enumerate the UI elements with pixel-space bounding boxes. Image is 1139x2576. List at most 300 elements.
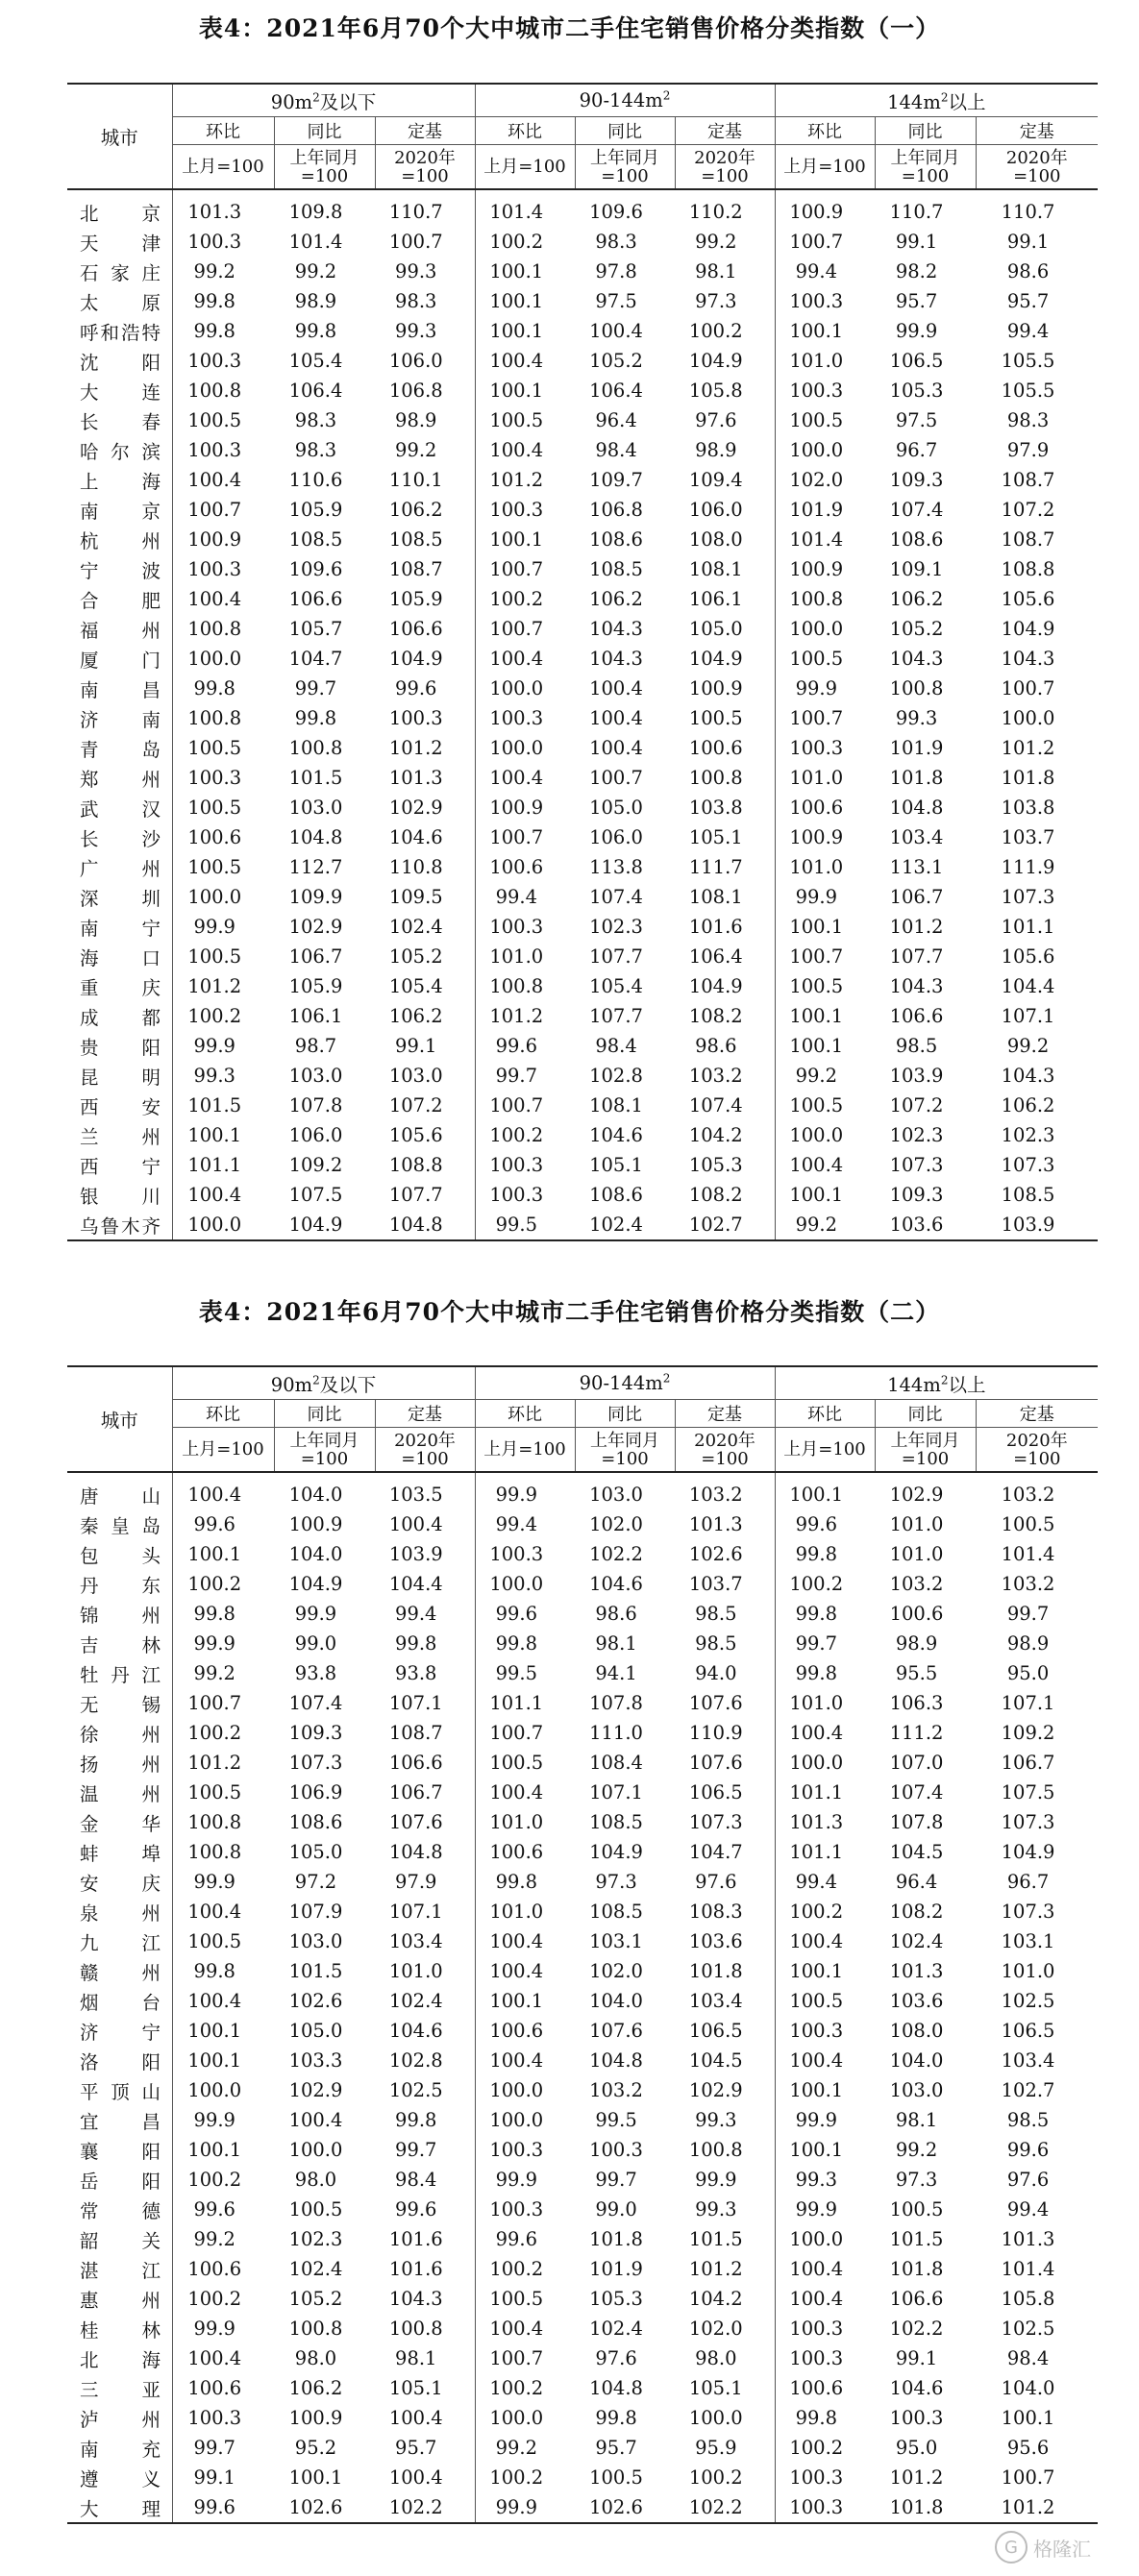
index-value-cell: 97.5 (595, 290, 637, 312)
city-name: 长春 (80, 410, 161, 433)
index-value-cell: 100.3 (775, 2016, 875, 2046)
table-row (67, 703, 1098, 733)
index-value-cell: 106.8 (388, 380, 443, 402)
index-value-cell: 100.4 (388, 1513, 443, 1535)
index-value-cell: 99.6 (475, 2224, 575, 2254)
index-value-cell: 104.6 (388, 826, 443, 848)
table-row (67, 942, 1098, 971)
city-name: 济宁 (80, 2021, 161, 2044)
index-value-cell: 102.9 (889, 1484, 944, 1506)
index-value-cell: 108.6 (589, 1184, 643, 1206)
index-value-cell: 101.8 (889, 2258, 944, 2280)
index-value-cell: 100.1 (288, 2466, 343, 2489)
table-row (67, 733, 1098, 763)
index-value-cell: 103.0 (388, 1065, 443, 1087)
index-value-cell: 108.4 (589, 1752, 643, 1774)
city-name-cell (67, 1180, 172, 1210)
index-value-cell: 99.9 (172, 2105, 274, 2135)
city-name-cell (67, 2016, 172, 2046)
index-value-cell: 99.0 (294, 1632, 337, 1655)
index-value-cell: 100.5 (589, 2466, 643, 2489)
base-period-line: 上月=100 (182, 157, 264, 177)
index-value-cell: 107.1 (1001, 1005, 1055, 1027)
index-value-cell: 104.5 (889, 1841, 944, 1863)
index-value-cell: 100.9 (172, 525, 274, 554)
index-value-cell: 100.1 (775, 2135, 875, 2165)
index-value-cell: 103.6 (889, 1990, 944, 2012)
index-value-cell: 100.5 (172, 793, 274, 822)
index-value-cell: 102.2 (589, 1543, 643, 1565)
index-value-cell: 100.0 (475, 1569, 575, 1599)
table-row (67, 2195, 1098, 2224)
city-name-cell (67, 882, 172, 912)
group-label-suffix: 及以下 (319, 90, 377, 113)
index-value-cell: 100.2 (172, 2165, 274, 2195)
index-value-cell: 107.4 (889, 499, 944, 521)
index-value-cell: 99.9 (695, 2169, 737, 2191)
index-value-cell: 103.2 (589, 2079, 643, 2101)
city-name: 武汉 (80, 797, 161, 821)
index-value-cell: 100.7 (388, 231, 443, 253)
index-value-cell: 100.8 (172, 1807, 274, 1837)
index-value-cell: 107.3 (1001, 886, 1055, 908)
city-name: 南昌 (80, 678, 161, 701)
index-value-cell: 100.4 (589, 737, 643, 759)
index-value-cell: 103.8 (1001, 797, 1055, 819)
table-row (67, 2343, 1098, 2373)
index-value-cell: 99.6 (395, 677, 437, 699)
index-value-cell: 107.0 (889, 1752, 944, 1774)
index-value-cell: 110.9 (688, 1722, 743, 1744)
index-value-cell: 104.8 (288, 826, 343, 848)
index-value-cell: 100.4 (475, 1778, 575, 1807)
index-value-cell: 107.5 (1001, 1781, 1055, 1803)
index-value-cell: 104.3 (1001, 1065, 1055, 1087)
city-name: 合肥 (80, 589, 161, 612)
index-value-cell: 100.5 (172, 1778, 274, 1807)
index-value-cell: 113.8 (589, 856, 643, 878)
index-value-cell: 101.2 (889, 2466, 944, 2489)
index-value-cell: 100.3 (172, 763, 274, 793)
index-value-cell: 100.0 (775, 435, 875, 465)
city-name: 包头 (80, 1544, 161, 1567)
index-value-cell: 100.3 (172, 346, 274, 376)
index-value-cell: 99.2 (294, 260, 337, 282)
index-value-cell: 100.7 (475, 554, 575, 584)
index-value-cell: 97.9 (1006, 439, 1050, 461)
index-value-cell: 99.7 (395, 2139, 437, 2161)
index-value-cell: 102.4 (575, 1210, 675, 1240)
index-value-cell: 108.0 (688, 528, 743, 551)
index-value-cell: 99.6 (172, 2195, 274, 2224)
index-value-cell: 104.8 (589, 2377, 643, 2399)
index-value-cell: 105.6 (1001, 945, 1055, 968)
base-period-line: 上月=100 (783, 1439, 866, 1460)
city-name-cell (67, 1599, 172, 1629)
city-name: 泸州 (80, 2408, 161, 2431)
city-name-cell (67, 2492, 172, 2523)
group-label-suffix: 以上 (948, 90, 986, 113)
index-value-cell: 101.3 (1001, 2228, 1055, 2250)
index-value-cell: 98.9 (294, 290, 337, 312)
index-value-cell: 98.5 (895, 1035, 938, 1057)
city-name-cell (67, 1539, 172, 1569)
index-value-cell: 97.2 (294, 1871, 337, 1893)
base-period-header (976, 145, 1098, 190)
index-value-cell: 99.8 (172, 1956, 274, 1986)
index-value-cell: 100.8 (288, 737, 343, 759)
index-value-cell: 97.3 (695, 290, 737, 312)
index-value-cell: 100.4 (775, 1926, 875, 1956)
table-row (67, 2224, 1098, 2254)
index-value-cell: 101.3 (688, 1513, 743, 1535)
city-name: 杭州 (80, 529, 161, 552)
index-value-cell: 102.4 (288, 2258, 343, 2280)
index-value-cell: 107.4 (688, 1094, 743, 1116)
table-title: 表4：2021年6月70个大中城市二手住宅销售价格分类指数（一） (198, 14, 941, 42)
index-value-cell: 109.8 (288, 201, 343, 223)
base-period-line: 2020年 (1005, 1430, 1068, 1451)
index-value-cell: 99.4 (475, 882, 575, 912)
index-value-cell: 101.0 (889, 1513, 944, 1535)
index-value-cell: 102.6 (688, 1543, 743, 1565)
index-value-cell: 113.1 (889, 856, 944, 878)
city-name-cell (67, 1472, 172, 1509)
city-name-cell (67, 1867, 172, 1897)
index-value-cell: 100.1 (775, 1001, 875, 1031)
table-row (67, 2403, 1098, 2433)
index-value-cell: 108.7 (388, 558, 443, 580)
index-value-cell: 100.2 (775, 1569, 875, 1599)
index-value-cell: 102.7 (1001, 2079, 1055, 2101)
watermark-text: 格隆汇 (1033, 2537, 1091, 2561)
index-value-cell: 105.4 (589, 975, 643, 997)
city-name-cell (67, 1956, 172, 1986)
index-value-cell: 100.1 (172, 2046, 274, 2075)
index-value-cell: 108.2 (688, 1005, 743, 1027)
group-label-superscript: 2 (940, 90, 949, 104)
index-value-cell: 98.4 (595, 439, 637, 461)
index-value-cell: 101.6 (388, 2228, 443, 2250)
index-value-cell: 106.2 (388, 1005, 443, 1027)
index-value-cell: 101.2 (976, 2492, 1098, 2523)
city-name-cell (67, 2463, 172, 2492)
index-value-cell: 108.5 (589, 558, 643, 580)
index-value-cell: 104.0 (889, 2049, 944, 2072)
index-value-cell: 106.0 (388, 350, 443, 372)
index-value-cell: 103.7 (688, 1573, 743, 1595)
index-value-cell: 100.6 (475, 852, 575, 882)
city-name-cell (67, 1150, 172, 1180)
index-value-cell: 99.2 (475, 2433, 575, 2463)
index-value-cell: 98.3 (294, 439, 337, 461)
index-value-cell: 105.9 (288, 975, 343, 997)
index-value-cell: 95.7 (595, 2437, 637, 2459)
index-value-cell: 107.6 (388, 1811, 443, 1833)
index-value-cell: 98.5 (695, 1603, 737, 1625)
index-value-cell: 105.3 (688, 1154, 743, 1176)
table-row (67, 2254, 1098, 2284)
table-row (67, 1837, 1098, 1867)
index-value-cell: 107.2 (388, 1094, 443, 1116)
index-value-cell: 101.3 (775, 1807, 875, 1837)
city-name: 南充 (80, 2438, 161, 2461)
city-name: 襄阳 (80, 2140, 161, 2163)
table-row (67, 405, 1098, 435)
city-name: 唐山 (80, 1484, 161, 1508)
index-value-cell: 106.2 (388, 499, 443, 521)
index-value-cell: 100.5 (889, 2198, 944, 2220)
index-value-cell: 103.1 (589, 1930, 643, 1952)
index-value-cell: 106.6 (388, 1752, 443, 1774)
city-name-cell (67, 614, 172, 644)
index-value-cell: 100.2 (172, 1718, 274, 1748)
city-name-cell (67, 793, 172, 822)
base-period-header (775, 145, 875, 190)
city-name-cell (67, 316, 172, 346)
index-value-cell: 102.0 (589, 1513, 643, 1535)
index-value-cell: 112.7 (288, 856, 343, 878)
group-label-superscript: 2 (312, 90, 320, 104)
index-value-cell: 99.2 (775, 1061, 875, 1091)
base-period-line: =100 (701, 1448, 749, 1469)
index-value-cell: 100.6 (775, 793, 875, 822)
city-name-cell (67, 822, 172, 852)
index-value-cell: 100.3 (172, 227, 274, 257)
index-value-cell: 102.9 (388, 797, 443, 819)
index-value-cell: 105.0 (688, 618, 743, 640)
city-name: 济南 (80, 708, 161, 731)
index-value-cell: 101.8 (688, 1960, 743, 1982)
table-row (67, 2463, 1098, 2492)
index-value-cell: 100.5 (475, 1748, 575, 1778)
group-label-suffix: 及以下 (319, 1373, 377, 1396)
index-value-cell: 100.0 (288, 2139, 343, 2161)
city-name-cell (67, 584, 172, 614)
index-value-cell: 106.7 (288, 945, 343, 968)
city-name-cell (67, 1120, 172, 1150)
index-value-cell: 101.0 (1001, 1960, 1055, 1982)
index-value-cell: 100.1 (775, 1031, 875, 1061)
index-value-cell: 99.7 (1006, 1603, 1050, 1625)
index-value-cell: 106.0 (288, 1124, 343, 1146)
city-name: 北京 (80, 202, 161, 225)
index-value-cell: 100.9 (288, 1513, 343, 1535)
index-value-cell: 103.2 (688, 1484, 743, 1506)
index-value-cell: 100.0 (475, 2403, 575, 2433)
index-value-cell: 100.7 (589, 767, 643, 789)
index-type-header: 环比 (475, 1400, 575, 1428)
index-value-cell: 100.5 (775, 971, 875, 1001)
index-value-cell: 100.3 (475, 1539, 575, 1569)
index-value-cell: 103.2 (1001, 1484, 1055, 1506)
size-group-header (475, 84, 775, 117)
index-value-cell: 101.4 (475, 189, 575, 227)
index-value-cell: 98.9 (895, 1632, 938, 1655)
index-value-cell: 105.7 (288, 618, 343, 640)
index-value-cell: 101.4 (288, 231, 343, 253)
index-value-cell: 106.4 (288, 380, 343, 402)
group-label-superscript: 2 (312, 1373, 320, 1386)
base-period-line: 上年同月 (890, 1430, 960, 1451)
city-name: 洛阳 (80, 2050, 161, 2073)
index-value-cell: 99.4 (395, 1603, 437, 1625)
table-row (67, 1539, 1098, 1569)
index-value-cell: 100.8 (172, 703, 274, 733)
index-value-cell: 105.5 (1001, 380, 1055, 402)
index-value-cell: 98.9 (695, 439, 737, 461)
index-value-cell: 109.4 (688, 469, 743, 491)
city-name-cell (67, 2165, 172, 2195)
table-row (67, 1001, 1098, 1031)
city-name-cell (67, 227, 172, 257)
index-value-cell: 97.6 (1006, 2169, 1050, 2191)
city-name: 哈尔滨 (80, 440, 161, 463)
index-value-cell: 106.7 (1001, 1752, 1055, 1774)
index-value-cell: 97.6 (695, 409, 737, 431)
city-name: 安庆 (80, 1872, 161, 1895)
base-period-line: =100 (901, 1448, 950, 1469)
index-value-cell: 101.0 (775, 852, 875, 882)
city-name: 烟台 (80, 1991, 161, 2014)
base-period-header (675, 1428, 775, 1473)
index-value-cell: 103.2 (889, 1573, 944, 1595)
index-value-cell: 100.5 (172, 733, 274, 763)
city-name-cell (67, 1748, 172, 1778)
index-value-cell: 99.3 (775, 2165, 875, 2195)
index-value-cell: 104.3 (1001, 648, 1055, 670)
index-value-cell: 99.4 (475, 1509, 575, 1539)
index-value-cell: 97.6 (595, 2347, 637, 2369)
index-value-cell: 100.3 (589, 2139, 643, 2161)
base-period-header (274, 1428, 375, 1473)
city-name: 扬州 (80, 1753, 161, 1776)
index-value-cell: 108.6 (889, 528, 944, 551)
index-value-cell: 99.3 (695, 2109, 737, 2131)
table-row (67, 1180, 1098, 1210)
index-value-cell: 109.9 (288, 886, 343, 908)
size-group-header (775, 84, 1098, 117)
index-value-cell: 101.8 (889, 767, 944, 789)
city-name: 郑州 (80, 768, 161, 791)
city-name: 石家庄 (80, 261, 161, 284)
index-value-cell: 100.4 (475, 346, 575, 376)
index-value-cell: 100.4 (288, 2109, 343, 2131)
city-name: 大理 (80, 2497, 161, 2520)
index-value-cell: 100.7 (172, 495, 274, 525)
group-label-prefix: 144m (887, 1373, 941, 1396)
index-value-cell: 99.8 (395, 1632, 437, 1655)
index-value-cell: 104.9 (688, 350, 743, 372)
city-name-cell (67, 2284, 172, 2314)
index-value-cell: 104.3 (889, 975, 944, 997)
index-value-cell: 104.9 (688, 648, 743, 670)
index-value-cell: 104.6 (388, 2020, 443, 2042)
index-value-cell: 104.4 (1001, 975, 1055, 997)
index-value-cell: 109.5 (388, 886, 443, 908)
index-value-cell: 99.6 (172, 2492, 274, 2523)
index-type-header: 环比 (775, 117, 875, 145)
index-value-cell: 99.2 (1006, 1035, 1050, 1057)
city-name: 锦州 (80, 1604, 161, 1627)
index-value-cell: 100.2 (172, 2284, 274, 2314)
index-value-cell: 106.2 (589, 588, 643, 610)
city-name-cell (67, 852, 172, 882)
table-row (67, 584, 1098, 614)
base-period-header (976, 1428, 1098, 1473)
index-value-cell: 99.2 (895, 2139, 938, 2161)
index-type-header: 同比 (274, 117, 375, 145)
index-value-cell: 104.9 (1001, 618, 1055, 640)
city-name-cell (67, 435, 172, 465)
index-value-cell: 99.6 (475, 1031, 575, 1061)
index-value-cell: 100.3 (172, 435, 274, 465)
index-value-cell: 109.3 (288, 1722, 343, 1744)
index-value-cell: 107.9 (288, 1901, 343, 1923)
base-period-header (875, 145, 976, 190)
index-value-cell: 100.2 (475, 1120, 575, 1150)
index-type-header: 环比 (475, 117, 575, 145)
index-value-cell: 100.4 (589, 707, 643, 729)
index-value-cell: 100.2 (475, 2463, 575, 2492)
index-value-cell: 100.8 (288, 2318, 343, 2340)
header-row (67, 117, 1098, 145)
index-value-cell: 102.9 (288, 2079, 343, 2101)
index-value-cell: 100.4 (172, 465, 274, 495)
index-value-cell: 99.9 (775, 2195, 875, 2224)
index-value-cell: 110.7 (1001, 201, 1055, 223)
index-value-cell: 100.7 (475, 1718, 575, 1748)
base-period-header (575, 145, 675, 190)
group-label-prefix: 144m (887, 90, 941, 113)
table-row (67, 1472, 1098, 1509)
index-value-cell: 99.4 (775, 1867, 875, 1897)
index-value-cell: 108.8 (1001, 558, 1055, 580)
city-name: 海口 (80, 946, 161, 969)
group-label-prefix: 90-144m (579, 1372, 663, 1394)
base-period-header (375, 1428, 475, 1473)
index-value-cell: 100.3 (889, 2407, 944, 2429)
base-period-header (475, 1428, 575, 1473)
index-value-cell: 98.5 (695, 1632, 737, 1655)
index-value-cell: 105.4 (288, 350, 343, 372)
city-name-cell (67, 405, 172, 435)
index-value-cell: 103.4 (889, 826, 944, 848)
index-value-cell: 99.8 (172, 316, 274, 346)
index-value-cell: 100.4 (775, 2254, 875, 2284)
index-value-cell: 102.4 (589, 2318, 643, 2340)
city-name-cell (67, 2075, 172, 2105)
index-value-cell: 108.5 (589, 1811, 643, 1833)
index-value-cell: 110.8 (388, 856, 443, 878)
base-period-header (475, 145, 575, 190)
index-value-cell: 101.3 (388, 767, 443, 789)
index-value-cell: 99.5 (475, 1658, 575, 1688)
index-value-cell: 95.0 (895, 2437, 938, 2459)
index-value-cell: 98.1 (895, 2109, 938, 2131)
index-type-header: 定基 (976, 117, 1098, 145)
base-period-line: 2020年 (394, 147, 456, 168)
group-label-prefix: 90-144m (579, 89, 663, 111)
index-value-cell: 103.3 (288, 2049, 343, 2072)
index-value-cell: 99.8 (294, 320, 337, 342)
index-value-cell: 100.1 (775, 316, 875, 346)
table-row (67, 614, 1098, 644)
header-row (67, 84, 1098, 117)
index-value-cell: 99.1 (172, 2463, 274, 2492)
index-value-cell: 99.3 (895, 707, 938, 729)
index-value-cell: 99.8 (775, 1539, 875, 1569)
